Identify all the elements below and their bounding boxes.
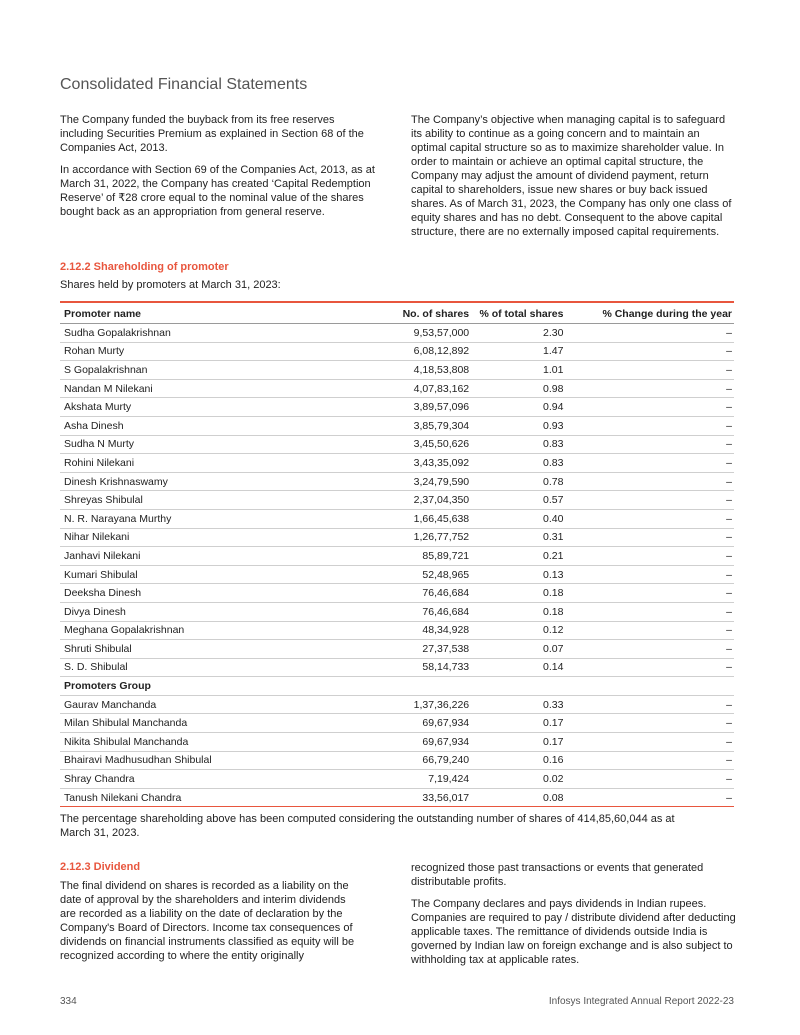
table-row	[60, 788, 734, 807]
percent-change-cell: –	[565, 658, 734, 677]
shareholding-caption: Shares held by promoters at March 31, 2023:	[60, 279, 281, 291]
page-section-title: Consolidated Financial Statements	[60, 76, 308, 93]
shares-count-cell: 9,53,57,000	[384, 324, 472, 343]
promoter-name-cell: N. R. Narayana Murthy	[60, 509, 384, 528]
shares-count-cell: 3,89,57,096	[384, 398, 472, 417]
table-row	[60, 621, 734, 640]
percent-change-cell: –	[565, 621, 734, 640]
intro-left-column	[60, 113, 380, 227]
shares-count-cell: 1,66,45,638	[384, 509, 472, 528]
percent-change-cell: –	[565, 379, 734, 398]
percent-change-cell: –	[565, 491, 734, 510]
dividend-paragraph: The Company declares and pays dividends in Indian rupees. Companies are required to pay / distribute dividend after deducting applicable taxes. The remittance of dividends outside India is governed by Indian law on foreign exchange and is also subject to withholding tax at applicable rates.	[411, 898, 736, 966]
capital-management-paragraph: The Company’s objective when managing capital is to safeguard its ability to continue as a going concern and to maintain an optimal capital structure so as to maximize shareholder value. In order to maintain or achieve an optimal capital structure, the Company may adjust the amount of dividend payment, return capital to shareholders, issue new shares or buy back issued shares. As of March 31, 2023, the Company has only one class of equity shares and has no debt. Consequent to the above capital structure, there are no externally imposed capital requirements.	[411, 114, 732, 238]
percent-total-cell: 0.17	[471, 733, 565, 752]
table-row	[60, 640, 734, 659]
percent-change-cell: –	[565, 435, 734, 454]
promoter-name-cell: Dinesh Krishnaswamy	[60, 472, 384, 491]
promoter-name-cell: Bhairavi Madhusudhan Shibulal	[60, 751, 384, 770]
column-header-promoter-name: Promoter name	[60, 302, 384, 324]
table-row	[60, 361, 734, 380]
table-row	[60, 416, 734, 435]
promoter-name-cell: Nikita Shibulal Manchanda	[60, 733, 384, 752]
percent-change-cell: –	[565, 751, 734, 770]
promoter-name-cell: S. D. Shibulal	[60, 658, 384, 677]
percent-change-cell: –	[565, 528, 734, 547]
table-row	[60, 379, 734, 398]
shareholding-note: The percentage shareholding above has been computed considering the outstanding number of shares of 414,85,60,044 as at March 31, 2023.	[60, 813, 675, 839]
promoter-name-cell: Sudha N Murty	[60, 435, 384, 454]
table-row	[60, 695, 734, 714]
percent-change-cell: –	[565, 472, 734, 491]
percent-change-cell: –	[565, 640, 734, 659]
shares-count-cell: 69,67,934	[384, 714, 472, 733]
promoter-name-cell: Asha Dinesh	[60, 416, 384, 435]
percent-total-cell: 2.30	[471, 324, 565, 343]
percent-total-cell: 0.94	[471, 398, 565, 417]
shares-count-cell: 7,19,424	[384, 770, 472, 789]
percent-change-cell: –	[565, 547, 734, 566]
percent-change-cell: –	[565, 342, 734, 361]
shares-count-cell: 66,79,240	[384, 751, 472, 770]
percent-total-cell: 0.08	[471, 788, 565, 807]
percent-total-cell: 1.01	[471, 361, 565, 380]
promoter-name-cell: Milan Shibulal Manchanda	[60, 714, 384, 733]
table-row	[60, 342, 734, 361]
intro-paragraph: In accordance with Section 69 of the Companies Act, 2013, as at March 31, 2022, the Company has created ‘Capital Redemption Reserve’ of ₹28 crore equal to the nominal value of the shares bought back as an appropriation from general reserve.	[60, 164, 375, 218]
percent-total-cell: 0.31	[471, 528, 565, 547]
shares-count-cell: 69,67,934	[384, 733, 472, 752]
percent-total-cell: 0.12	[471, 621, 565, 640]
percent-total-cell: 0.57	[471, 491, 565, 510]
shares-count-cell: 4,07,83,162	[384, 379, 472, 398]
promoter-name-cell: Gaurav Manchanda	[60, 695, 384, 714]
table-row	[60, 454, 734, 473]
column-header-percent-total: % of total shares	[471, 302, 565, 324]
percent-total-cell: 0.21	[471, 547, 565, 566]
percent-total-cell: 0.14	[471, 658, 565, 677]
promoter-name-cell: Shreyas Shibulal	[60, 491, 384, 510]
percent-change-cell: –	[565, 398, 734, 417]
table-row	[60, 733, 734, 752]
intro-paragraph: The Company funded the buyback from its free reserves including Securities Premium as explained in Section 68 of the Companies Act, 2013.	[60, 114, 364, 154]
percent-change-cell: –	[565, 602, 734, 621]
table-row	[60, 324, 734, 343]
promoter-name-cell: Divya Dinesh	[60, 602, 384, 621]
percent-total-cell: 0.18	[471, 602, 565, 621]
dividend-paragraph: The final dividend on shares is recorded as a liability on the date of approval by the shareholders and interim dividends are recorded as a liability on the date of declaration by the Company's Board of Directors. Income tax consequences of dividends on financial instruments classified as equity will be recognized according to where the entity originally	[60, 880, 355, 962]
shares-count-cell: 33,56,017	[384, 788, 472, 807]
percent-change-cell: –	[565, 416, 734, 435]
shares-count-cell: 6,08,12,892	[384, 342, 472, 361]
percent-change-cell: –	[565, 733, 734, 752]
percent-total-cell: 0.07	[471, 640, 565, 659]
promoters-group-label: Promoters Group	[60, 677, 734, 696]
dividend-paragraph: recognized those past transactions or events that generated distributable profits.	[411, 862, 704, 888]
shares-count-cell: 58,14,733	[384, 658, 472, 677]
percent-total-cell: 0.02	[471, 770, 565, 789]
table-group-row	[60, 677, 734, 696]
percent-change-cell: –	[565, 509, 734, 528]
column-header-no-of-shares: No. of shares	[384, 302, 472, 324]
column-header-percent-change: % Change during the year	[565, 302, 734, 324]
shares-count-cell: 1,37,36,226	[384, 695, 472, 714]
percent-total-cell: 0.78	[471, 472, 565, 491]
percent-total-cell: 0.13	[471, 565, 565, 584]
percent-change-cell: –	[565, 714, 734, 733]
shares-count-cell: 27,37,538	[384, 640, 472, 659]
percent-change-cell: –	[565, 324, 734, 343]
table-row	[60, 398, 734, 417]
percent-total-cell: 0.16	[471, 751, 565, 770]
percent-total-cell: 0.98	[471, 379, 565, 398]
promoter-name-cell: Shruti Shibulal	[60, 640, 384, 659]
table-row	[60, 770, 734, 789]
shares-count-cell: 2,37,04,350	[384, 491, 472, 510]
percent-change-cell: –	[565, 584, 734, 603]
promoter-name-cell: Kumari Shibulal	[60, 565, 384, 584]
dividend-right-column	[411, 861, 736, 975]
promoter-shareholding-table	[60, 301, 734, 807]
promoter-name-cell: Tanush Nilekani Chandra	[60, 788, 384, 807]
shares-count-cell: 48,34,928	[384, 621, 472, 640]
table-row	[60, 472, 734, 491]
percent-total-cell: 1.47	[471, 342, 565, 361]
percent-change-cell: –	[565, 454, 734, 473]
promoter-name-cell: Meghana Gopalakrishnan	[60, 621, 384, 640]
promoter-name-cell: Akshata Murty	[60, 398, 384, 417]
table-row	[60, 528, 734, 547]
table-header-row	[60, 302, 734, 324]
percent-change-cell: –	[565, 770, 734, 789]
table-row	[60, 751, 734, 770]
shares-count-cell: 3,85,79,304	[384, 416, 472, 435]
percent-total-cell: 0.18	[471, 584, 565, 603]
promoter-name-cell: Janhavi Nilekani	[60, 547, 384, 566]
promoter-table-body	[60, 324, 734, 807]
table-row	[60, 491, 734, 510]
shares-count-cell: 3,45,50,626	[384, 435, 472, 454]
table-row	[60, 714, 734, 733]
shares-count-cell: 4,18,53,808	[384, 361, 472, 380]
table-row	[60, 509, 734, 528]
table-row	[60, 565, 734, 584]
percent-total-cell: 0.83	[471, 454, 565, 473]
percent-change-cell: –	[565, 788, 734, 807]
table-row	[60, 602, 734, 621]
promoter-name-cell: Rohan Murty	[60, 342, 384, 361]
dividend-left-column	[60, 879, 355, 971]
shares-count-cell: 3,24,79,590	[384, 472, 472, 491]
promoter-name-cell: Nandan M Nilekani	[60, 379, 384, 398]
percent-change-cell: –	[565, 695, 734, 714]
promoter-name-cell: Shray Chandra	[60, 770, 384, 789]
table-row	[60, 658, 734, 677]
shares-count-cell: 76,46,684	[384, 602, 472, 621]
percent-total-cell: 0.33	[471, 695, 565, 714]
percent-total-cell: 0.93	[471, 416, 565, 435]
promoter-name-cell: Rohini Nilekani	[60, 454, 384, 473]
dividend-heading: 2.12.3 Dividend	[60, 861, 141, 873]
promoter-name-cell: Nihar Nilekani	[60, 528, 384, 547]
promoter-name-cell: Deeksha Dinesh	[60, 584, 384, 603]
shares-count-cell: 52,48,965	[384, 565, 472, 584]
table-row	[60, 435, 734, 454]
percent-total-cell: 0.17	[471, 714, 565, 733]
percent-total-cell: 0.40	[471, 509, 565, 528]
shares-count-cell: 76,46,684	[384, 584, 472, 603]
report-title: Infosys Integrated Annual Report 2022-23	[548, 996, 734, 1007]
promoter-name-cell: Sudha Gopalakrishnan	[60, 324, 384, 343]
promoter-name-cell: S Gopalakrishnan	[60, 361, 384, 380]
shares-count-cell: 1,26,77,752	[384, 528, 472, 547]
page-number: 334	[60, 996, 77, 1007]
table-row	[60, 547, 734, 566]
table-row	[60, 584, 734, 603]
percent-change-cell: –	[565, 361, 734, 380]
shares-count-cell: 85,89,721	[384, 547, 472, 566]
percent-total-cell: 0.83	[471, 435, 565, 454]
intro-right-column	[411, 113, 736, 247]
percent-change-cell: –	[565, 565, 734, 584]
shares-count-cell: 3,43,35,092	[384, 454, 472, 473]
shareholding-heading: 2.12.2 Shareholding of promoter	[60, 261, 229, 273]
